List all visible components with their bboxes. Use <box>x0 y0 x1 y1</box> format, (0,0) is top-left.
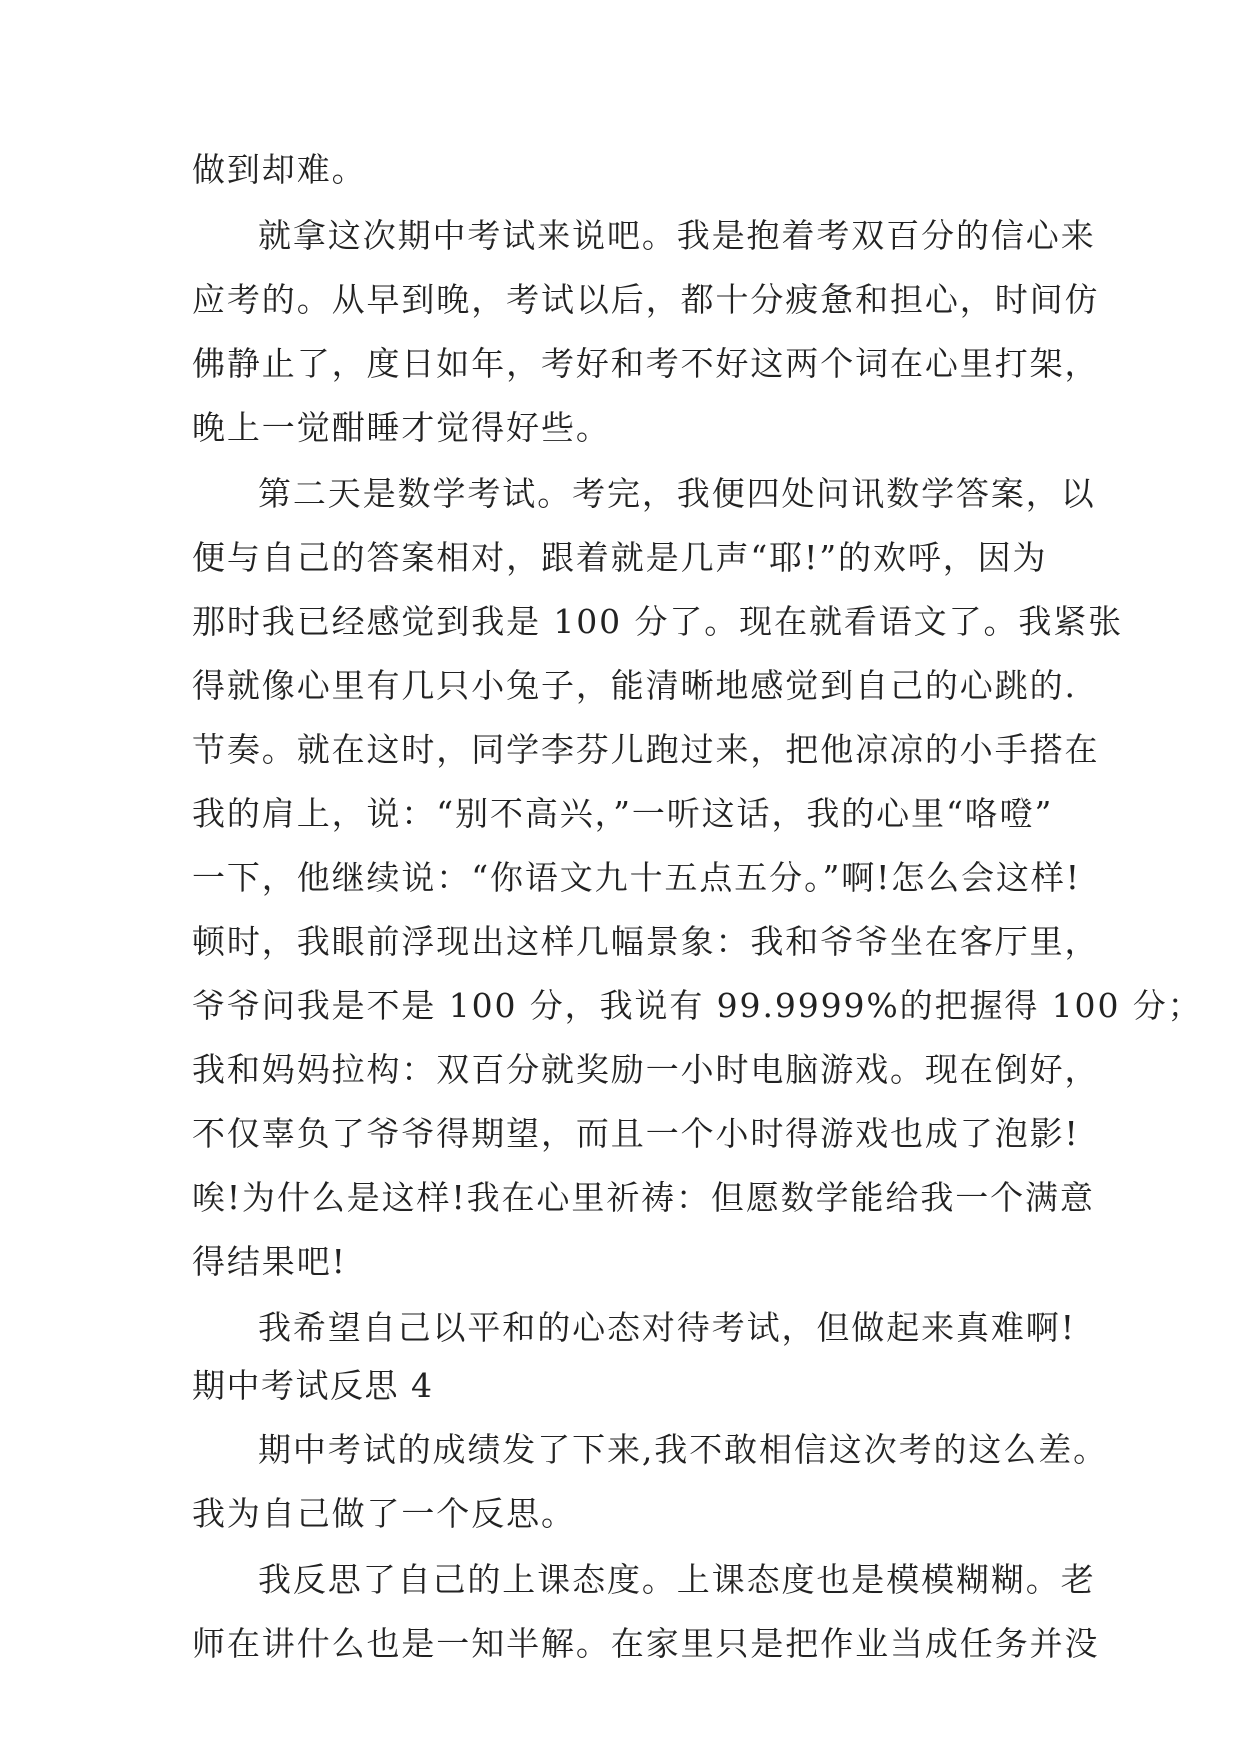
text-line: 一下，他继续说：“你语文九十五点五分。”啊!怎么会这样! <box>192 858 1081 897</box>
paragraph-first-line: 第二天是数学考试。考完，我便四处问讯数学答案，以 <box>258 474 1096 513</box>
text-line: 那时我已经感觉到我是 100 分了。现在就看语文了。我紧张 <box>192 602 1124 641</box>
text-line: 顿时，我眼前浮现出这样几幅景象：我和爷爷坐在客厅里， <box>192 922 1100 961</box>
text-line: 爷爷问我是不是 100 分，我说有 99.9999%的把握得 100 分； <box>192 986 1203 1025</box>
text-line: 唉!为什么是这样!我在心里祈祷：但愿数学能给我一个满意 <box>192 1178 1095 1217</box>
text-line: 我的肩上，说：“别不高兴，”一听这话，我的心里“咯噔” <box>192 794 1054 833</box>
text-line: 做到却难。 <box>192 150 367 189</box>
text-line: 佛静止了，度日如年，考好和考不好这两个词在心里打架， <box>192 344 1100 383</box>
text-line: 便与自己的答案相对，跟着就是几声“耶!”的欢呼，因为 <box>192 538 1048 577</box>
text-line: 节奏。就在这时，同学李芬儿跑过来，把他凉凉的小手搭在 <box>192 730 1100 769</box>
text-line: 得就像心里有几只小兔子，能清晰地感觉到自己的心跳的. <box>192 666 1077 705</box>
paragraph-first-line: 就拿这次期中考试来说吧。我是抱着考双百分的信心来 <box>258 216 1096 255</box>
text-line: 应考的。从早到晚，考试以后，都十分疲惫和担心，时间仿 <box>192 280 1100 319</box>
paragraph-first-line: 期中考试的成绩发了下来,我不敢相信这次考的这么差。 <box>258 1430 1108 1469</box>
section-heading: 期中考试反思 4 <box>192 1366 434 1405</box>
paragraph-first-line: 我希望自己以平和的心态对待考试，但做起来真难啊! <box>258 1308 1076 1347</box>
paragraph-first-line: 我反思了自己的上课态度。上课态度也是模模糊糊。老 <box>258 1560 1096 1599</box>
text-line: 我和妈妈拉构：双百分就奖励一小时电脑游戏。现在倒好， <box>192 1050 1100 1089</box>
text-line: 师在讲什么也是一知半解。在家里只是把作业当成任务并没 <box>192 1624 1100 1663</box>
text-line: 不仅辜负了爷爷得期望，而且一个小时得游戏也成了泡影! <box>192 1114 1080 1153</box>
text-line: 得结果吧! <box>192 1242 347 1281</box>
text-line: 晚上一觉酣睡才觉得好些。 <box>192 408 611 447</box>
text-line: 我为自己做了一个反思。 <box>192 1494 576 1533</box>
